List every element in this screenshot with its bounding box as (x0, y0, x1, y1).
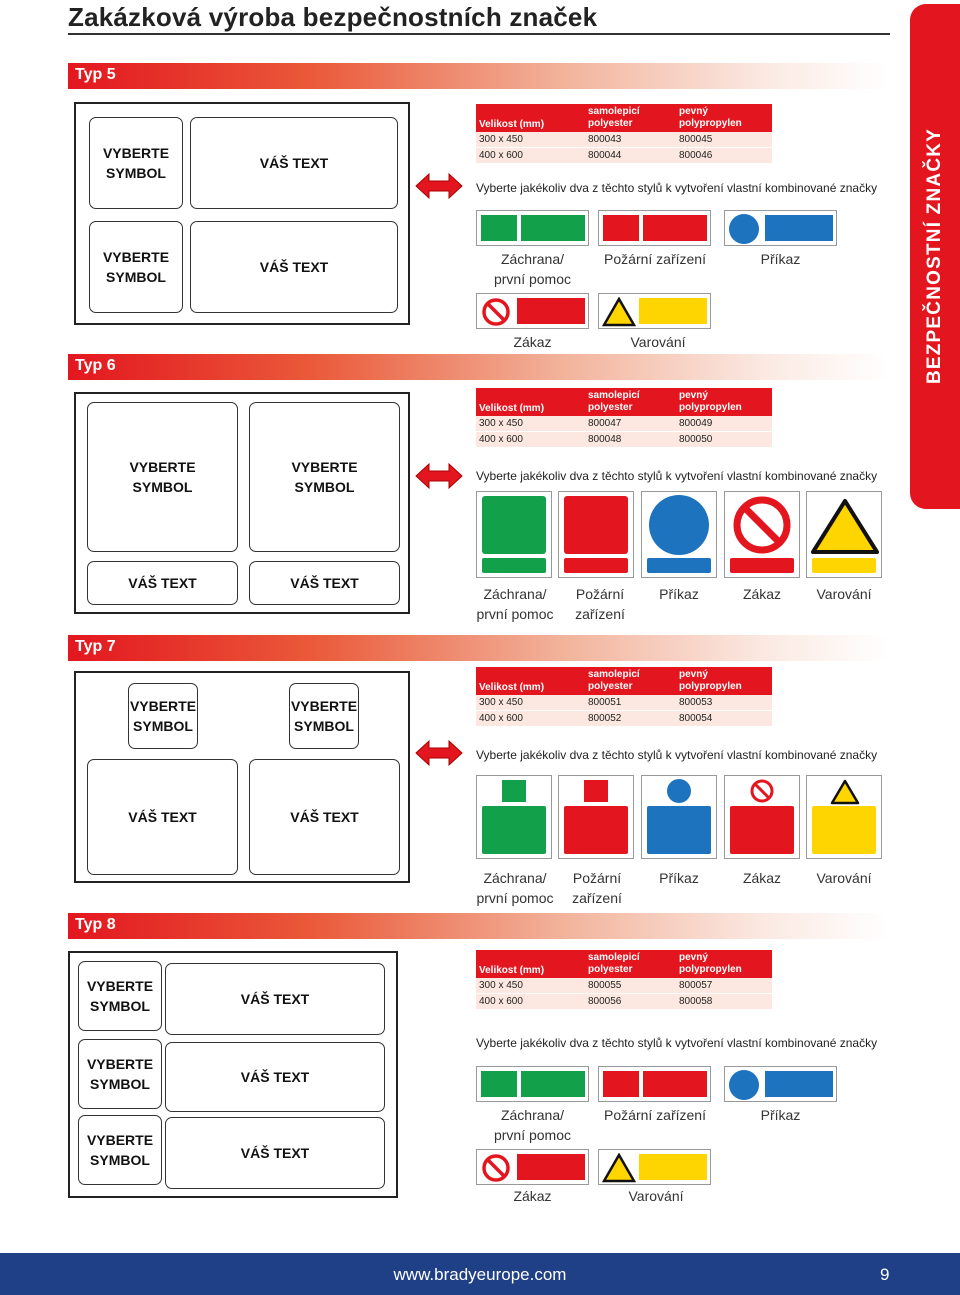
spec-row: 400 x 600 800044 800046 (476, 148, 772, 164)
caption-prohibition: Zákaz (742, 870, 782, 886)
mandatory-style-option[interactable] (641, 491, 717, 578)
prohibition-style-option[interactable] (724, 491, 800, 578)
warning-triangle-icon (810, 498, 880, 554)
prohibition-icon (731, 494, 793, 556)
text-placeholder: VÁŠ TEXT (165, 1117, 385, 1189)
symbol-placeholder: VYBERTE SYMBOL (78, 961, 162, 1031)
symbol-placeholder: VYBERTE SYMBOL (78, 1115, 162, 1185)
mandatory-circle-icon (666, 778, 692, 804)
footer-url[interactable]: www.bradyeurope.com (393, 1265, 567, 1284)
spec-header: Velikost (mm) samolepicí polyester pevný polypropylen (476, 104, 772, 132)
warning-triangle-icon (830, 779, 860, 805)
type-5-spec-table (476, 104, 772, 164)
rescue-style-option[interactable] (476, 210, 589, 246)
caption-prohibition: Zákaz (513, 334, 552, 350)
caption-warning: Varování (816, 870, 872, 886)
type-7-spec-table (476, 667, 772, 727)
warning-style-option[interactable] (598, 1149, 711, 1185)
prohibition-style-option[interactable] (724, 775, 800, 859)
spec-row: 300 x 450 800047 800049 (476, 416, 772, 432)
type-5-label: Typ 5 (75, 66, 116, 83)
prohibition-icon (481, 1153, 511, 1183)
instruction-text: Vyberte jakékoliv dva z těchto stylů k vytvoření vlastní kombinované značky (476, 469, 878, 483)
spec-row: 300 x 450 800055 800057 (476, 978, 772, 994)
caption-prohibition: Zákaz (742, 586, 782, 602)
fire-style-option[interactable] (598, 1066, 711, 1102)
type-6-bar (68, 354, 888, 380)
type-5-bar (68, 63, 888, 89)
type-7-label: Typ 7 (75, 638, 116, 655)
type-5-layout (74, 102, 410, 325)
spec-header: Velikost (mm) samolepicí polyester pevný polypropylen (476, 388, 772, 416)
page-number: 9 (880, 1265, 890, 1284)
instruction-text: Vyberte jakékoliv dva z těchto stylů k vytvoření vlastní kombinované značky (476, 1036, 878, 1050)
mandatory-circle-icon (647, 494, 711, 556)
spec-row: 300 x 450 800043 800045 (476, 132, 772, 148)
text-placeholder: VÁŠ TEXT (87, 759, 238, 875)
text-placeholder: VÁŠ TEXT (190, 221, 398, 313)
rescue-style-option[interactable] (476, 1066, 589, 1102)
caption-prohibition: Zákaz (513, 1188, 552, 1204)
caption-rescue: Záchrana/ první pomoc (493, 251, 572, 287)
symbol-placeholder: VYBERTE SYMBOL (87, 402, 238, 552)
caption-mandatory: Příkaz (760, 1107, 801, 1123)
fire-style-option[interactable] (558, 775, 634, 859)
warning-style-option[interactable] (806, 491, 882, 578)
mandatory-circle-icon (728, 1069, 760, 1101)
double-arrow-icon (415, 739, 463, 767)
double-arrow-icon (415, 462, 463, 490)
text-placeholder: VÁŠ TEXT (165, 1042, 385, 1112)
symbol-placeholder: VYBERTE SYMBOL (89, 117, 183, 209)
type-8-layout (68, 951, 398, 1198)
spec-row: 300 x 450 800051 800053 (476, 695, 772, 711)
warning-style-option[interactable] (806, 775, 882, 859)
type-7-layout (74, 671, 410, 883)
symbol-placeholder: VYBERTE SYMBOL (249, 402, 400, 552)
prohibition-style-option[interactable] (476, 293, 589, 329)
warning-triangle-icon (602, 1153, 636, 1183)
caption-mandatory: Příkaz (760, 251, 801, 267)
instruction-text: Vyberte jakékoliv dva z těchto stylů k vytvoření vlastní kombinované značky (476, 748, 878, 762)
prohibition-icon (481, 297, 511, 327)
type-8-bar (68, 913, 888, 939)
text-placeholder: VÁŠ TEXT (249, 561, 400, 605)
caption-warning: Varování (630, 334, 686, 350)
caption-mandatory: Příkaz (659, 586, 699, 602)
type-8-label: Typ 8 (75, 916, 116, 933)
text-placeholder: VÁŠ TEXT (165, 963, 385, 1035)
rescue-style-option[interactable] (476, 491, 552, 578)
text-placeholder: VÁŠ TEXT (190, 117, 398, 209)
symbol-placeholder: VYBERTE SYMBOL (128, 683, 198, 749)
side-tab (910, 4, 960, 509)
symbol-placeholder: VYBERTE SYMBOL (78, 1039, 162, 1109)
type-8-spec-table (476, 950, 772, 1010)
spec-row: 400 x 600 800056 800058 (476, 994, 772, 1010)
side-tab-label: BEZPEČNOSTNÍ ZNAČKY (924, 127, 945, 385)
caption-warning: Varování (816, 586, 872, 602)
type-7-bar (68, 635, 888, 661)
spec-row: 400 x 600 800048 800050 (476, 432, 772, 448)
fire-style-option[interactable] (558, 491, 634, 578)
rescue-style-option[interactable] (476, 775, 552, 859)
double-arrow-icon (415, 172, 463, 200)
spec-header: Velikost (mm) samolepicí polyester pevný polypropylen (476, 667, 772, 695)
caption-rescue: Záchrana/ první pomoc (476, 586, 554, 622)
page-title: Zakázková výroba bezpečnostních značek (68, 2, 598, 32)
caption-fire: Požární zařízení (604, 1107, 706, 1123)
type-6-spec-table (476, 388, 772, 448)
symbol-placeholder: VYBERTE SYMBOL (289, 683, 359, 749)
caption-fire: Požární zařízení (572, 870, 622, 906)
mandatory-style-option[interactable] (724, 210, 837, 246)
type-6-label: Typ 6 (75, 357, 116, 374)
fire-style-option[interactable] (598, 210, 711, 246)
title-rule (68, 33, 890, 35)
caption-rescue: Záchrana/ první pomoc (476, 870, 554, 906)
footer (0, 1253, 960, 1295)
caption-fire: Požární zařízení (604, 251, 706, 267)
instruction-text: Vyberte jakékoliv dva z těchto stylů k vytvoření vlastní kombinované značky (476, 181, 878, 195)
mandatory-style-option[interactable] (641, 775, 717, 859)
caption-warning: Varování (628, 1188, 684, 1204)
prohibition-style-option[interactable] (476, 1149, 589, 1185)
symbol-placeholder: VYBERTE SYMBOL (89, 221, 183, 313)
warning-style-option[interactable] (598, 293, 711, 329)
spec-row: 400 x 600 800052 800054 (476, 711, 772, 727)
warning-triangle-icon (602, 297, 636, 327)
prohibition-icon (749, 778, 775, 804)
mandatory-style-option[interactable] (724, 1066, 837, 1102)
caption-mandatory: Příkaz (659, 870, 699, 886)
text-placeholder: VÁŠ TEXT (249, 759, 400, 875)
mandatory-circle-icon (728, 213, 760, 245)
text-placeholder: VÁŠ TEXT (87, 561, 238, 605)
type-6-layout (74, 392, 410, 614)
spec-header: Velikost (mm) samolepicí polyester pevný polypropylen (476, 950, 772, 978)
caption-fire: Požární zařízení (575, 586, 625, 622)
caption-rescue: Záchrana/ první pomoc (493, 1107, 572, 1143)
